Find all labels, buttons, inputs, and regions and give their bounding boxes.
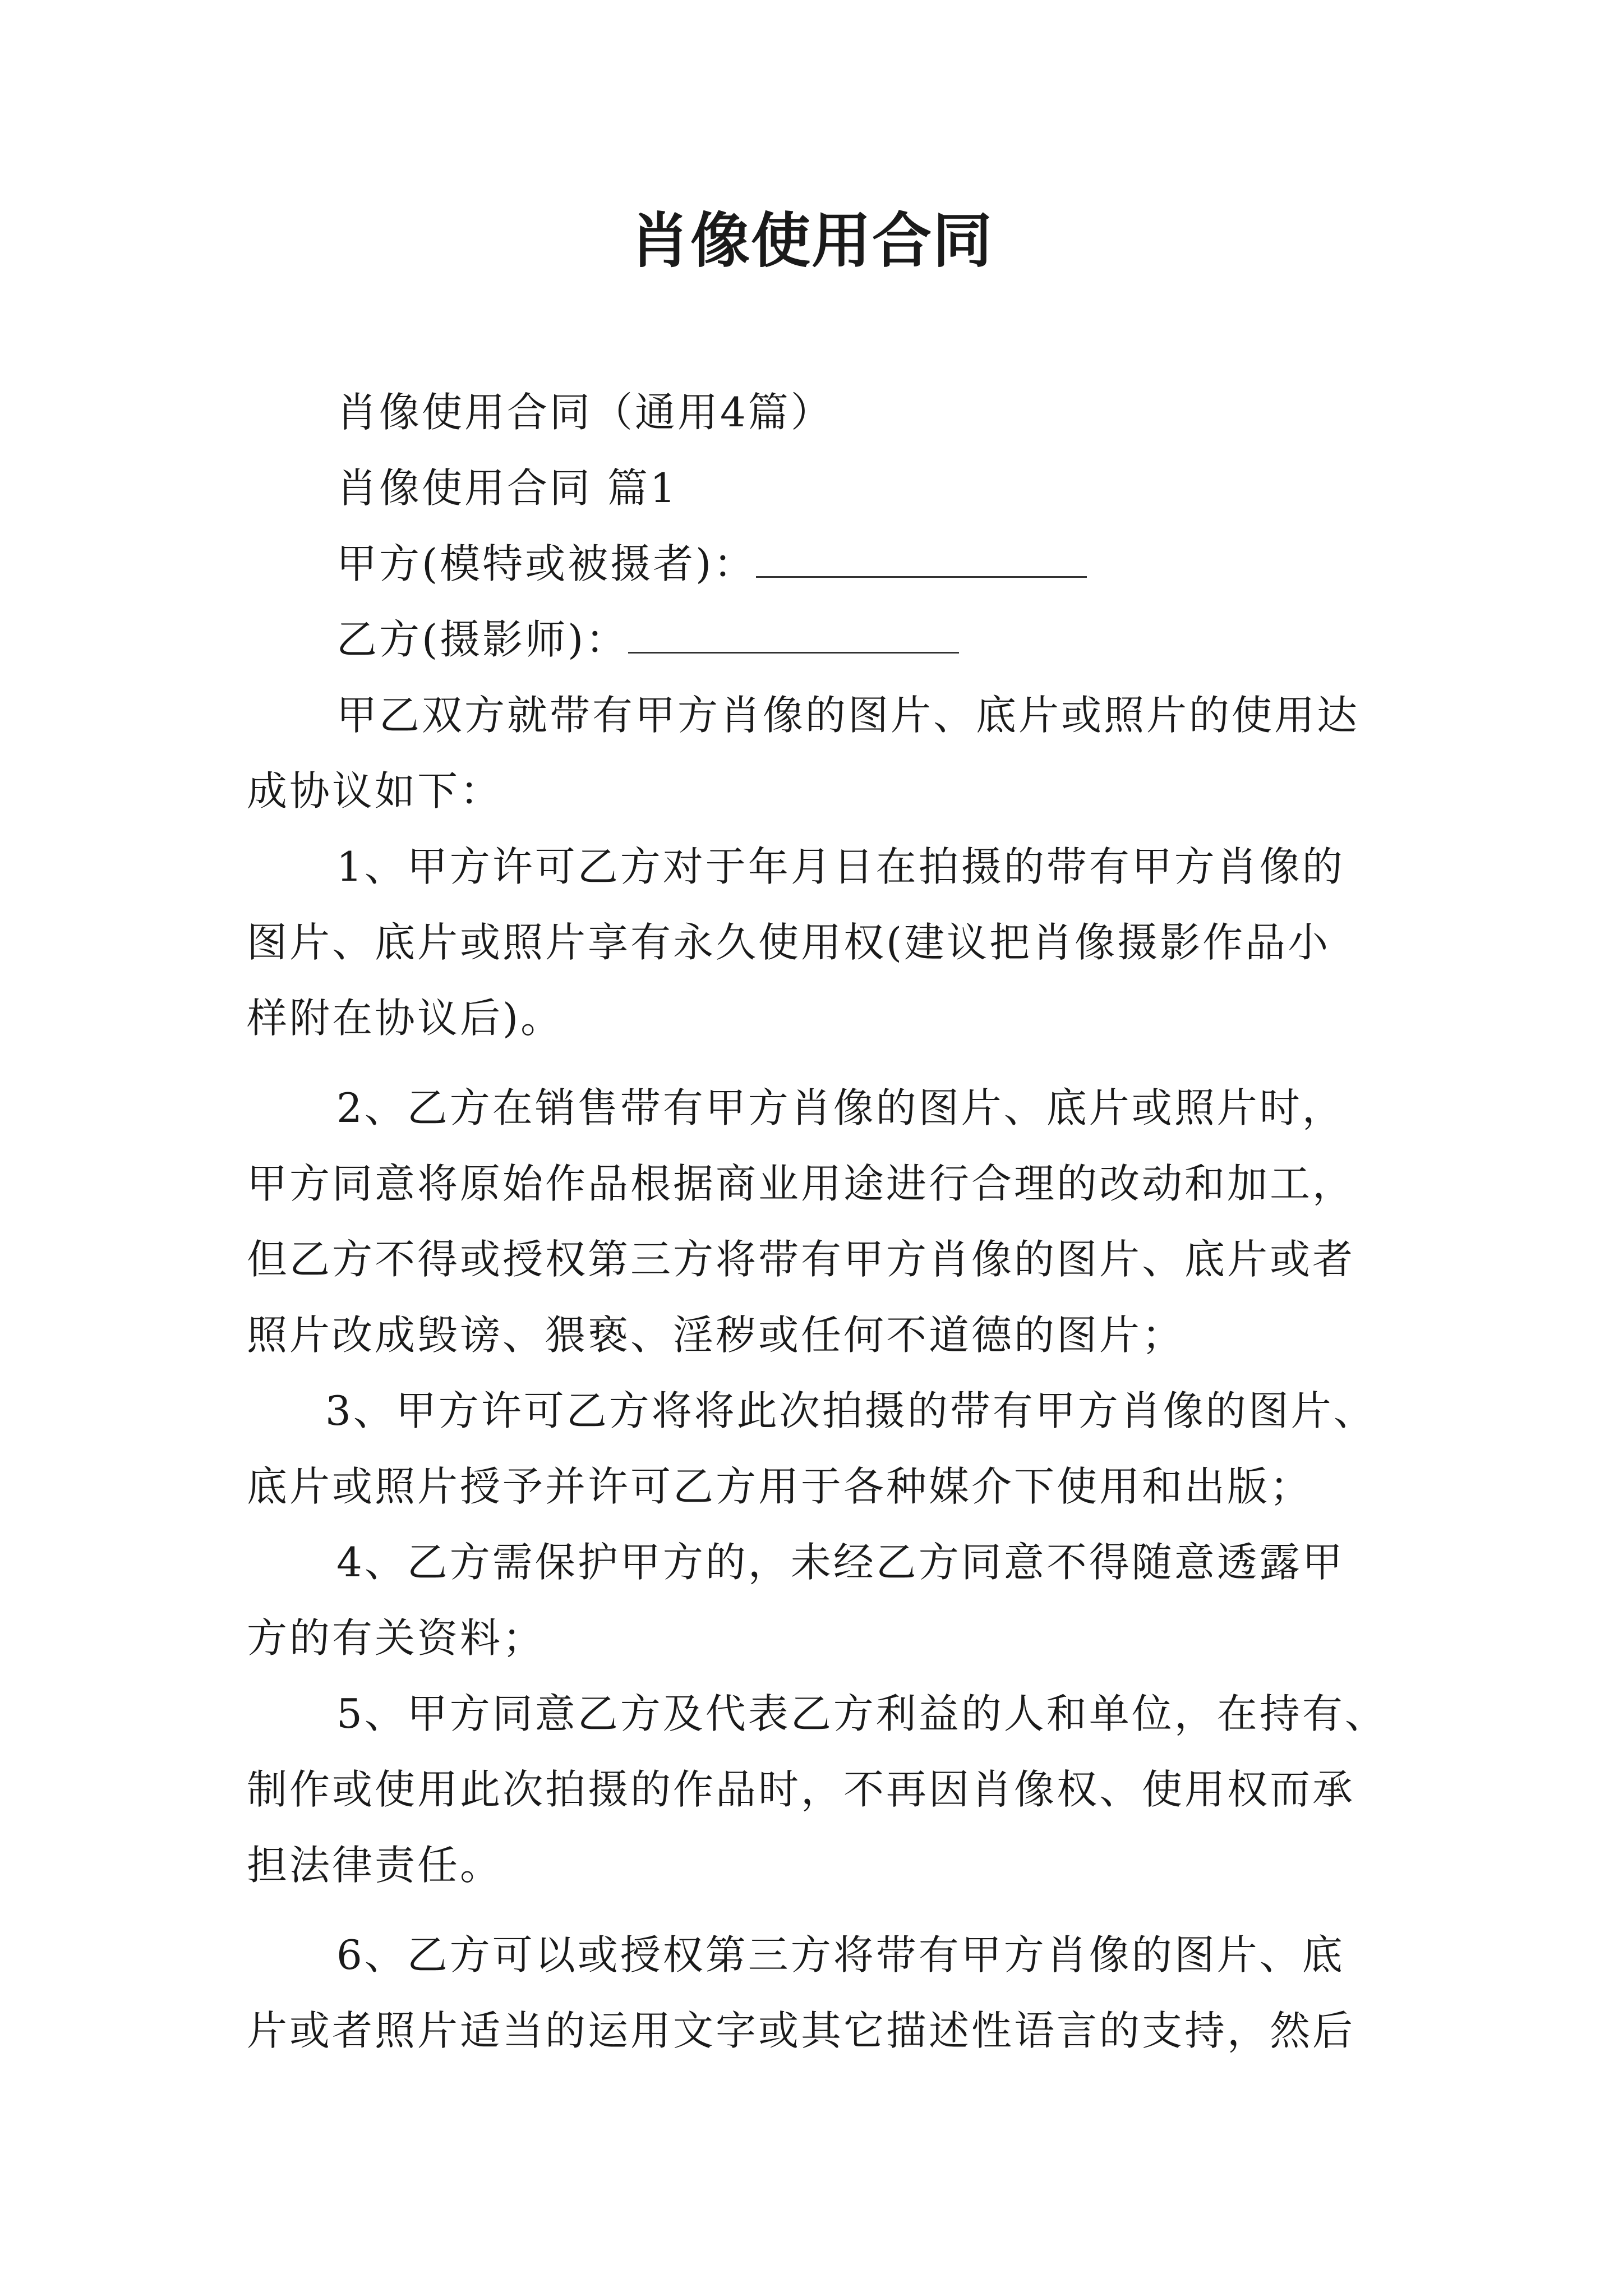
party-b-label: 乙方(摄影师)：: [336, 616, 629, 663]
paragraph-line: 3、甲方许可乙方将将此次拍摄的带有甲方肖像的图片、: [325, 1387, 1376, 1434]
paragraph-line: 成协议如下：: [247, 767, 503, 815]
party-b-line: [247, 602, 1402, 678]
paragraph-line: 甲方同意将原始作品根据商业用途进行合理的改动和加工，: [247, 1160, 1355, 1207]
paragraph-line: 4、乙方需保护甲方的，未经乙方同意不得随意透露甲: [336, 1539, 1345, 1586]
party-a-line: [247, 526, 1402, 602]
paragraph-line: 6、乙方可以或授权第三方将带有甲方肖像的图片、底: [336, 1931, 1345, 1978]
document-title: 肖像使用合同: [630, 206, 993, 275]
paragraph-line: 制作或使用此次拍摄的作品时，不再因肖像权、使用权而承: [247, 1766, 1355, 1813]
paragraph-line: 底片或照片授予并许可乙方用于各种媒介下使用和出版；: [247, 1463, 1313, 1510]
party-a-label: 甲方(模特或被摄者)：: [336, 540, 757, 587]
paragraph-line: 5、甲方同意乙方及代表乙方利益的人和单位，在持有、: [336, 1690, 1387, 1737]
paragraph-line: 但乙方不得或授权第三方将带有甲方肖像的图片、底片或者: [247, 1236, 1355, 1283]
party-b-blank: [628, 617, 959, 654]
paragraph-line: 图片、底片或照片享有永久使用权(建议把肖像摄影作品小: [247, 919, 1331, 966]
section-heading: 肖像使用合同 篇1: [336, 464, 678, 512]
paragraph-line: 样附在协议后)。: [247, 995, 564, 1042]
paragraph-line: 甲乙双方就带有甲方肖像的图片、底片或照片的使用达: [336, 692, 1360, 739]
paragraph-line: 2、乙方在销售带有甲方肖像的图片、底片或照片时，: [336, 1084, 1345, 1131]
paragraph-line: 方的有关资料；: [247, 1614, 546, 1662]
document-body: [247, 375, 1402, 2069]
party-a-blank: [756, 541, 1087, 578]
paragraph-line: 担法律责任。: [247, 1842, 503, 1889]
paragraph-line: 照片改成毁谤、猥亵、淫秽或任何不道德的图片；: [247, 1312, 1185, 1359]
subtitle-line: 肖像使用合同（通用4篇）: [336, 389, 833, 436]
paragraph-line: 1、甲方许可乙方对于年月日在拍摄的带有甲方肖像的: [336, 843, 1345, 890]
paragraph-line: 片或者照片适当的运用文字或其它描述性语言的支持，然后: [247, 2007, 1355, 2054]
